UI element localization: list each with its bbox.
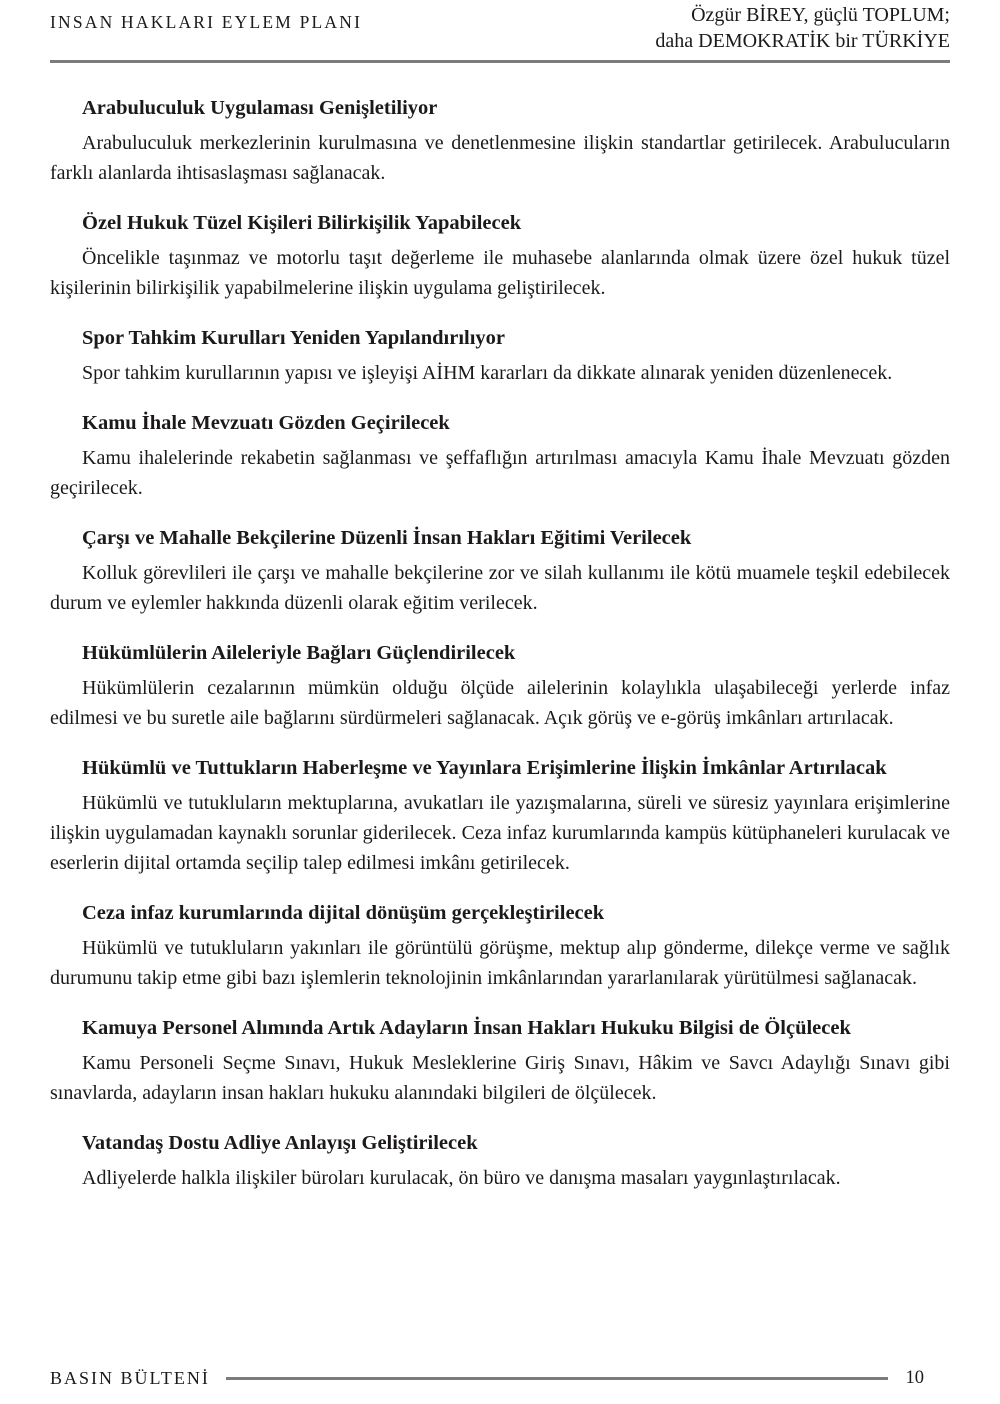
header-document-title: INSAN HAKLARI EYLEM PLANI [50, 12, 363, 32]
section [50, 523, 950, 618]
section [50, 1013, 950, 1108]
page-footer [50, 1368, 950, 1389]
section-paragraph: Kamu Personeli Seçme Sınavı, Hukuk Mesleklerine Giriş Sınavı, Hâkim ve Savcı Adaylığı Sınavı gibi sınavlarda, adayların insan hakları hukuku alanındaki bilgileri de ölçülecek. [50, 1052, 950, 1104]
header-slogan [655, 0, 950, 54]
section-paragraph: Öncelikle taşınmaz ve motorlu taşıt değerleme ile muhasebe alanlarında olmak üzere özel hukuk tüzel kişilerinin bilirkişilik yapabilmelerine ilişkin uygulama geliştirilecek. [50, 247, 950, 299]
section-heading: Arabuluculuk Uygulaması Genişletiliyor [82, 97, 438, 119]
document-body [50, 63, 950, 1193]
section-paragraph: Hükümlü ve tutukluların mektuplarına, avukatları ile yazışmalarına, süreli ve süresiz yayınlara erişimlerine ilişkin uygulamadan kaynaklı sorunlar giderilecek. Ceza infaz kurumlarında kampüs kütüphaneleri kurulacak ve eserlerin dijital ortamda seçilip talep edilmesi imkânı getirilecek. [50, 792, 950, 874]
section [50, 638, 950, 733]
section [50, 208, 950, 303]
section-heading: Kamu İhale Mevzuatı Gözden Geçirilecek [82, 412, 450, 434]
section-heading: Spor Tahkim Kurulları Yeniden Yapılandırılıyor [82, 327, 506, 349]
section [50, 1128, 950, 1193]
section-heading: Özel Hukuk Tüzel Kişileri Bilirkişilik Yapabilecek [82, 212, 522, 234]
section-paragraph: Arabuluculuk merkezlerinin kurulmasına ve denetlenmesine ilişkin standartlar getirilecek. Arabulucuların farklı alanlarda ihtisaslaşması sağlanacak. [50, 132, 950, 184]
section-heading: Çarşı ve Mahalle Bekçilerine Düzenli İnsan Hakları Eğitimi Verilecek [82, 527, 692, 549]
footer-rule [226, 1377, 888, 1380]
section-paragraph: Hükümlü ve tutukluların yakınları ile görüntülü görüşme, mektup alıp gönderme, dilekçe verme ve sağlık durumunu takip etme gibi bazı işlemlerin teknolojinin imkânlarından yararlanılarak yürütülmesi sağlanacak. [50, 937, 950, 989]
section-heading: Vatandaş Dostu Adliye Anlayışı Geliştirilecek [82, 1132, 478, 1154]
section-paragraph: Kamu ihalelerinde rekabetin sağlanması ve şeffaflığın artırılması amacıyla Kamu İhale Mevzuatı gözden geçirilecek. [50, 447, 950, 499]
page-number: 10 [905, 1368, 924, 1388]
section-paragraph: Hükümlülerin cezalarının mümkün olduğu ölçüde ailelerinin kolaylıkla ulaşabileceği yerlerde infaz edilmesi ve bu suretle aile bağlarını sürdürmeleri sağlanacak. Açık görüş ve e-görüş imkânları artırılacak. [50, 677, 950, 729]
section [50, 93, 950, 188]
section [50, 753, 950, 878]
section-heading: Hükümlülerin Aileleriyle Bağları Güçlendirilecek [82, 642, 516, 664]
section-paragraph: Spor tahkim kurullarının yapısı ve işleyişi AİHM kararları da dikkate alınarak yeniden düzenlenecek. [82, 362, 893, 384]
section-heading: Hükümlü ve Tuttukların Haberleşme ve Yayınlara Erişimlerine İlişkin İmkânlar Artırılacak [82, 757, 887, 779]
section [50, 898, 950, 993]
section-paragraph: Adliyelerde halkla ilişkiler büroları kurulacak, ön büro ve danışma masaları yaygınlaştırılacak. [82, 1167, 841, 1189]
section [50, 408, 950, 503]
header-slogan-line-1: Özgür BİREY, güçlü TOPLUM; [691, 4, 950, 26]
section [50, 323, 950, 388]
section-heading: Ceza infaz kurumlarında dijital dönüşüm gerçekleştirilecek [82, 902, 605, 924]
section-paragraph: Kolluk görevlileri ile çarşı ve mahalle bekçilerine zor ve silah kullanımı ile kötü muamele teşkil edebilecek durum ve eylemler hakkında düzenli olarak eğitim verilecek. [50, 562, 950, 614]
footer-bulletin-label: BASIN BÜLTENİ [50, 1368, 210, 1388]
header-slogan-line-2: daha DEMOKRATİK bir TÜRKİYE [655, 30, 950, 52]
section-heading: Kamuya Personel Alımında Artık Adayların İnsan Hakları Hukuku Bilgisi de Ölçülecek [82, 1017, 851, 1039]
page-header [50, 0, 950, 63]
